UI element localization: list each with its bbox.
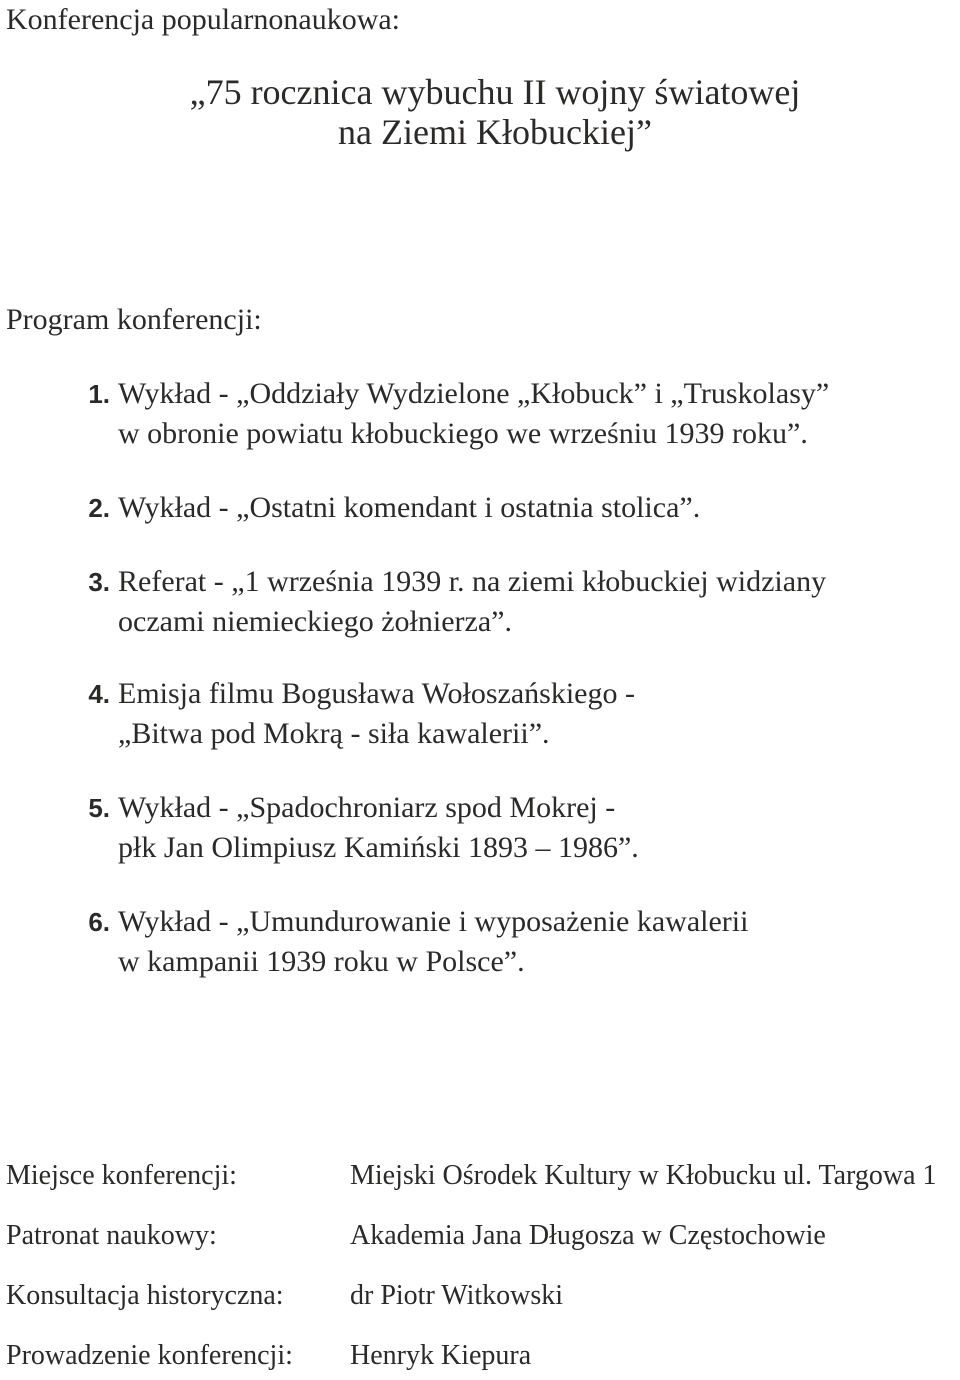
info-value: dr Piotr Witkowski [350, 1280, 564, 1311]
item-number: 4. [88, 679, 110, 709]
info-value: Miejski Ośrodek Kultury w Kłobucku ul. Targowa 1 [350, 1160, 937, 1191]
item-line: „Bitwa pod Mokrą - siła kawalerii”. [118, 717, 550, 750]
info-value: Henryk Kiepura [350, 1340, 532, 1371]
info-value: Akademia Jana Długosza w Częstochowie [350, 1220, 826, 1251]
item-line: Emisja filmu Bogusława Wołoszańskiego - [118, 677, 635, 710]
item-number: 6. [88, 907, 110, 937]
item-line: Wykład - „Spadochroniarz spod Mokrej - [118, 791, 616, 824]
item-line: Referat - „1 września 1939 r. na ziemi kłobuckiej widziany [118, 565, 827, 598]
info-row-host [0, 1340, 960, 1380]
info-label: Patronat naukowy: [6, 1220, 217, 1251]
info-row-patronage [0, 1220, 960, 1260]
item-line: Wykład - „Umundurowanie i wyposażenie kawalerii [118, 905, 749, 938]
item-line: oczami niemieckiego żołnierza”. [118, 605, 512, 638]
item-line: w kampanii 1939 roku w Polsce”. [118, 945, 525, 978]
item-text [118, 374, 829, 454]
item-line: w obronie powiatu kłobuckiego we wrześniu 1939 roku”. [118, 417, 808, 450]
item-number: 2. [88, 493, 110, 523]
item-line: płk Jan Olimpiusz Kamiński 1893 – 1986”. [118, 831, 639, 864]
item-number: 3. [88, 567, 110, 597]
info-row-consultation [0, 1280, 960, 1320]
info-label: Miejsce konferencji: [6, 1160, 237, 1191]
item-number: 1. [88, 379, 110, 409]
conference-title [0, 72, 960, 152]
title-line: na Ziemi Kłobuckiej” [338, 112, 652, 152]
item-text [118, 562, 826, 642]
item-text [118, 674, 635, 754]
title-line: „75 rocznica wybuchu II wojny światowej [189, 72, 801, 112]
info-label: Prowadzenie konferencji: [6, 1340, 293, 1371]
info-row-venue [0, 1160, 960, 1200]
item-number: 5. [88, 793, 110, 823]
item-text [118, 788, 639, 868]
item-line: Wykład - „Oddziały Wydzielone „Kłobuck” i „Truskolasy” [118, 377, 830, 410]
item-line: Wykład - „Ostatni komendant i ostatnia stolica”. [118, 491, 701, 524]
program-label: Program konferencji: [6, 303, 262, 336]
item-text [118, 488, 700, 528]
info-label: Konsultacja historyczna: [6, 1280, 284, 1311]
conference-type-label: Konferencja popularnonaukowa: [6, 3, 401, 36]
item-text [118, 902, 748, 982]
